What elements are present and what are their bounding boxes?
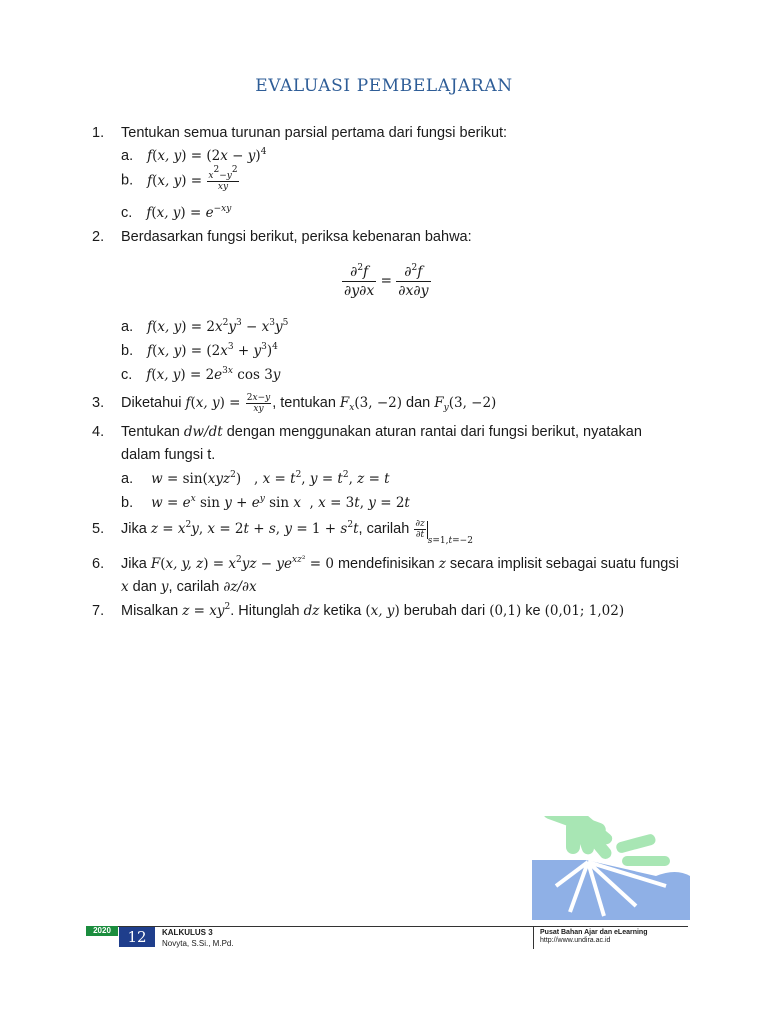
question-text: secara implisit sebagai suatu fungsi	[449, 556, 679, 572]
question-text: , carilah	[358, 521, 410, 537]
course-name: KALKULUS 3	[162, 928, 213, 937]
question-3	[121, 393, 496, 414]
formula: (0,1)	[489, 603, 522, 619]
q1-item-b	[121, 165, 240, 192]
question-number: 3.	[92, 395, 105, 411]
formula: f(x, $y) = 2e^{3x}$ cos 3y	[146, 366, 281, 383]
formula: $z = xy^2$	[182, 602, 231, 619]
question-text: , carilah	[168, 579, 220, 595]
item-label: b.	[121, 172, 134, 189]
formula: $\frac{\partial z}{\partial t}$ $_{s=1,t=-2}$	[415, 519, 473, 546]
formula: dz	[303, 603, 320, 619]
formula: (x, y)	[365, 603, 400, 619]
formula: dw/dt	[183, 424, 223, 440]
formula: f(x, $y) = e^{-xy}$	[146, 204, 232, 221]
footer-separator	[533, 927, 534, 949]
question-number: 6.	[92, 556, 105, 572]
question-text: ketika	[323, 603, 362, 619]
question-number: 1.	[92, 125, 105, 141]
question-text: Misalkan	[121, 603, 179, 619]
item-label: c.	[121, 367, 133, 383]
formula: f(x, $y) = 2x^2y^3 - x^3y^5$	[147, 318, 289, 335]
formula: y	[160, 579, 169, 595]
item-label: b.	[121, 343, 134, 359]
question-text: dan	[132, 579, 157, 595]
question-1	[92, 123, 104, 143]
formula: f(x, $y) = (2x - y)^4$	[147, 147, 267, 164]
formula: F(x, y, $z) = x^2yz - ye^{xz^2} = 0$	[150, 555, 334, 572]
q2-item-b	[121, 341, 278, 361]
question-6-cont	[121, 577, 257, 597]
formula: f(x, y) = $\frac{2x-y}{xy}$	[185, 393, 271, 414]
question-text: Jika	[121, 556, 147, 572]
page-number: 12	[119, 927, 155, 947]
item-label: a.	[121, 319, 134, 335]
question-5	[121, 519, 473, 546]
university-logo	[526, 816, 690, 920]
logo-rays	[541, 816, 670, 866]
q4-item-b	[121, 493, 410, 513]
q4-item-a	[121, 469, 390, 489]
q2-item-c	[121, 365, 280, 385]
formula: $w = e^x$ $\sin y + e^y$ sin x , x = 3t, y = 2t	[151, 494, 410, 511]
formula: ∂z/∂x	[223, 579, 257, 595]
item-label: a.	[121, 471, 134, 487]
question-text: . Hitunglah	[230, 603, 300, 619]
question-1-text: Tentukan semua turunan parsial pertama dari fungsi berikut:	[121, 125, 508, 141]
question-number: 5.	[92, 521, 105, 537]
formula: w = sin(xyz$^2$) , $x = t^2$, $y = t^2$, z = t	[151, 470, 390, 487]
item-label: c.	[121, 205, 133, 221]
footer-url: http://www.undira.ac.id	[540, 937, 611, 944]
question-text: Diketahui	[121, 395, 182, 411]
formula: f(x, $y) = (2x^3 + y^3)^4$	[147, 342, 278, 359]
item-label: a.	[121, 148, 134, 164]
author-name: Novyta, S.Si., M.Pd.	[162, 939, 234, 948]
question-text: , tentukan	[272, 395, 336, 411]
q1-item-c	[121, 203, 231, 223]
formula: $z = x^2y$, x = 2t + s, $y = 1 + s^2t$	[150, 520, 359, 537]
formula: x	[121, 579, 129, 595]
formula: f(x, y) = $\frac{x^2-y^2}{xy}$	[147, 165, 238, 192]
question-text: berubah dari	[403, 603, 486, 619]
formula: $F_x(3$, −2)	[339, 395, 402, 413]
question-4-cont: dalam fungsi t.	[121, 447, 216, 463]
question-4	[121, 422, 642, 442]
year-badge: 2020	[86, 926, 118, 936]
question-text: Jika	[121, 521, 147, 537]
question-text: ke	[525, 603, 541, 619]
display-equation: $\frac{\partial^2f}{\partial y\partial x}$ = $\frac{\partial^2f}{\partial x\partial y}$	[344, 263, 429, 299]
formula: $F_y(3$, −2)	[434, 395, 497, 413]
question-7	[121, 601, 624, 621]
question-text: mendefinisikan	[337, 556, 435, 572]
question-number: 7.	[92, 603, 105, 619]
item-label: b.	[121, 495, 134, 511]
formula: z	[438, 556, 446, 572]
page-title: EVALUASI PEMBELAJARAN	[255, 76, 513, 96]
question-2-text: Berdasarkan fungsi berikut, periksa kebenaran bahwa:	[121, 229, 472, 245]
question-text: Tentukan	[121, 424, 180, 440]
footer-divider	[92, 926, 688, 927]
question-6	[121, 554, 679, 574]
formula: (0,01; 1,02)	[544, 603, 625, 619]
question-number: 2.	[92, 229, 105, 245]
q2-item-a	[121, 317, 288, 337]
question-number: 4.	[92, 424, 105, 440]
question-text: dengan menggunakan aturan rantai dari fungsi berikut, nyatakan	[226, 424, 642, 440]
question-text: dan	[406, 395, 431, 411]
organization-name: Pusat Bahan Ajar dan eLearning	[540, 929, 648, 936]
q1-item-a	[121, 146, 266, 166]
